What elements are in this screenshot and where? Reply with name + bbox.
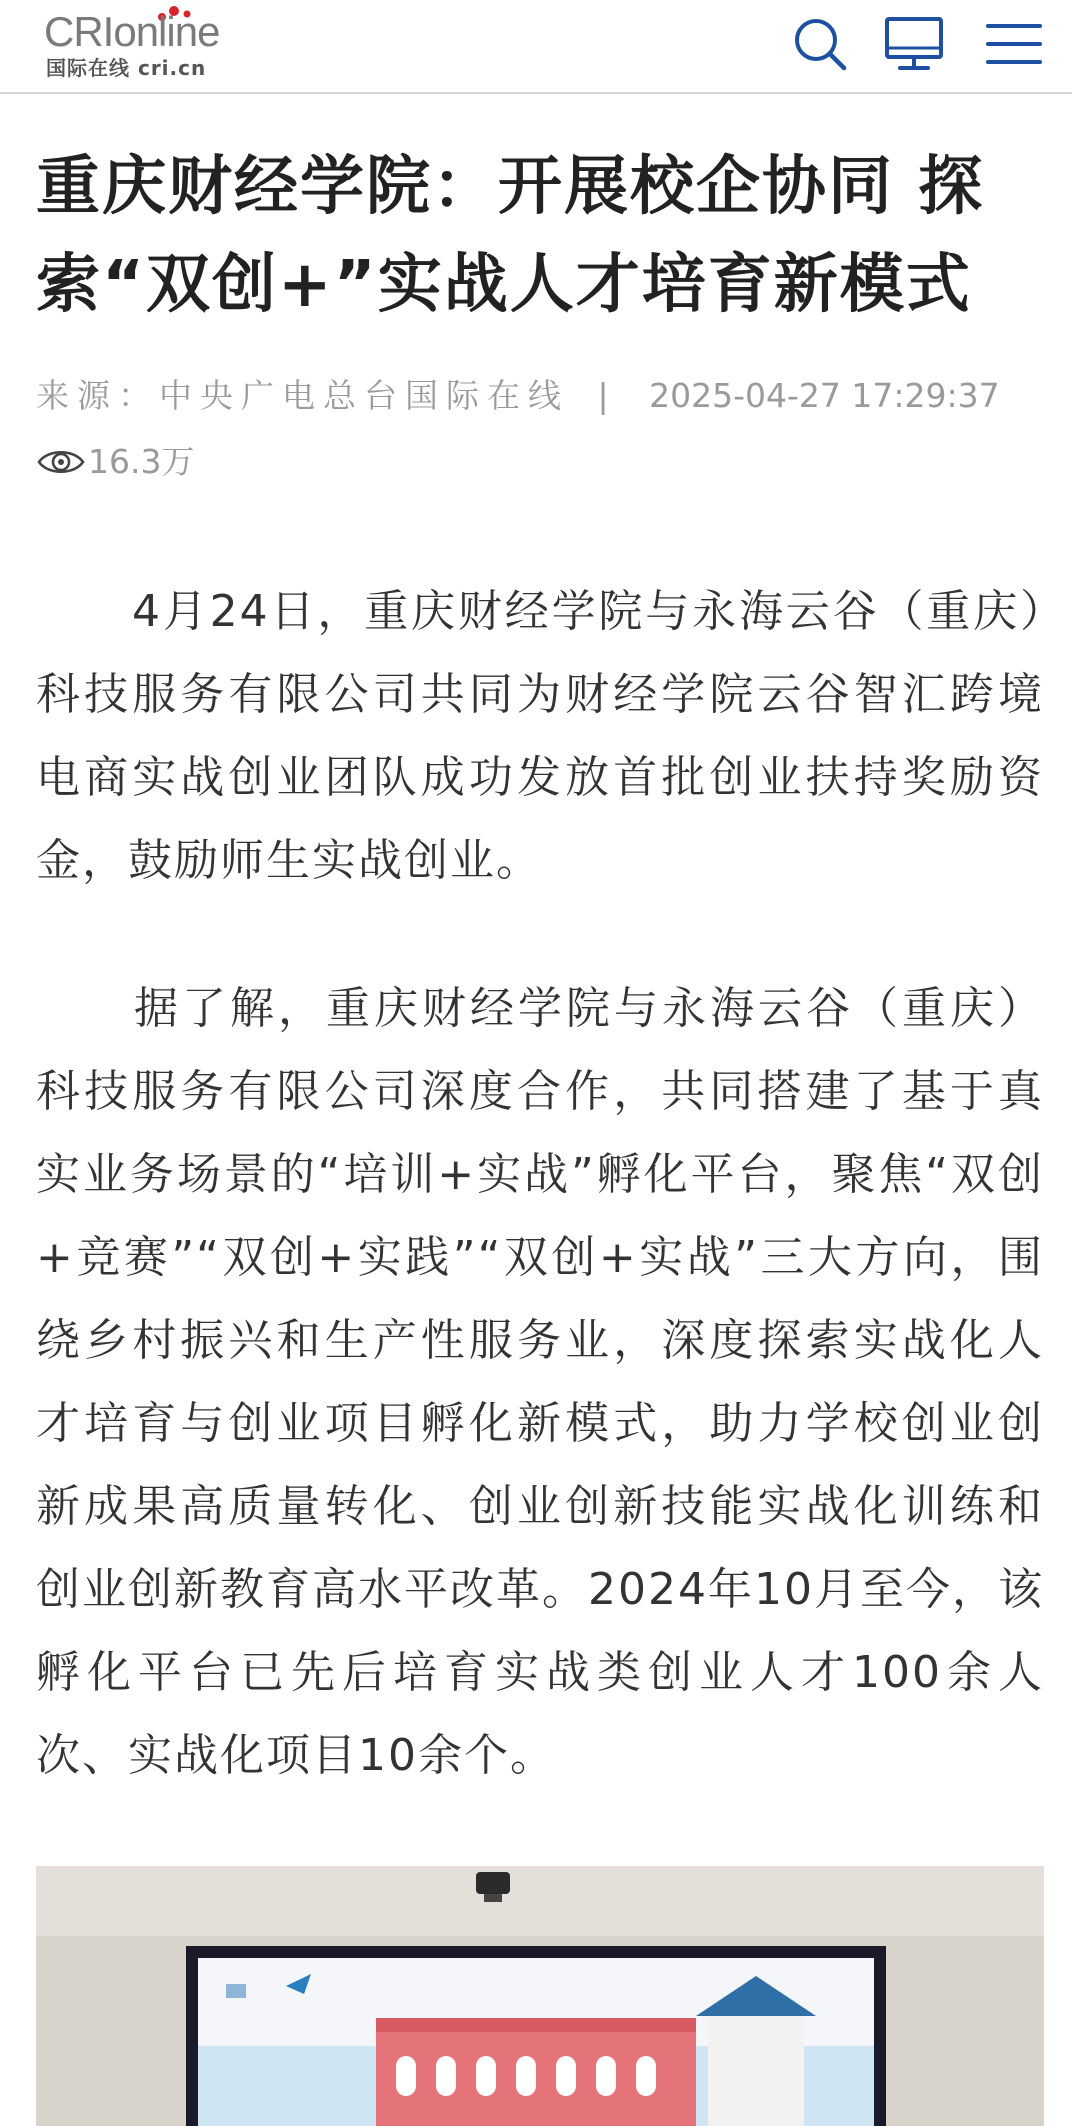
eye-icon [36, 445, 86, 479]
tv-icon[interactable] [884, 14, 944, 74]
meta-separator: | [597, 376, 609, 415]
article-datetime: 2025-04-27 17:29:37 [649, 376, 1000, 415]
article-photo [36, 1866, 1044, 2126]
view-count [36, 438, 194, 486]
paragraph-text: 4月24日，重庆财经学院与永海云谷（重庆）科技服务有限公司共同为财经学院云谷智汇跨境电商实战创业团队成功发放首批创业扶持奖励资金，鼓励师生实战创业。 [36, 586, 1044, 886]
top-navigation-bar [0, 0, 1072, 94]
logo-brand-text: CRIonline [44, 8, 220, 55]
view-count-value: 16.3万 [88, 442, 195, 481]
article-meta [36, 372, 1046, 420]
cri-online-logo[interactable] [44, 6, 234, 84]
article-title: 重庆财经学院：开展校企协同 探索“双创+”实战人才培育新模式 [36, 150, 985, 322]
article-paragraph [36, 967, 1044, 1797]
article-paragraph [36, 570, 1044, 902]
article-source: 来源：中央广电总台国际在线 [36, 376, 569, 415]
logo-subtitle: 国际在线 cri.cn [46, 56, 207, 80]
event-photo-illustration [36, 1866, 1044, 2126]
search-icon[interactable] [790, 14, 850, 74]
paragraph-text: 据了解，重庆财经学院与永海云谷（重庆）科技服务有限公司深度合作，共同搭建了基于真实业务场景的“培训+实战”孵化平台，聚焦“双创+竞赛”“双创+实践”“双创+实战”三大方向，围绕乡村振兴和生产性服务业，深度探索实战化人才培育与创业项目孵化新模式，助力学校创业创新成果高质量转化、创业创新技能实战化训练和创业创新教育高水平改革。2024年10月至今，该孵化平台已先后培育实战类创业人才100余人次、实战化项目10余个。 [36, 983, 1044, 1781]
menu-icon[interactable] [984, 14, 1044, 74]
